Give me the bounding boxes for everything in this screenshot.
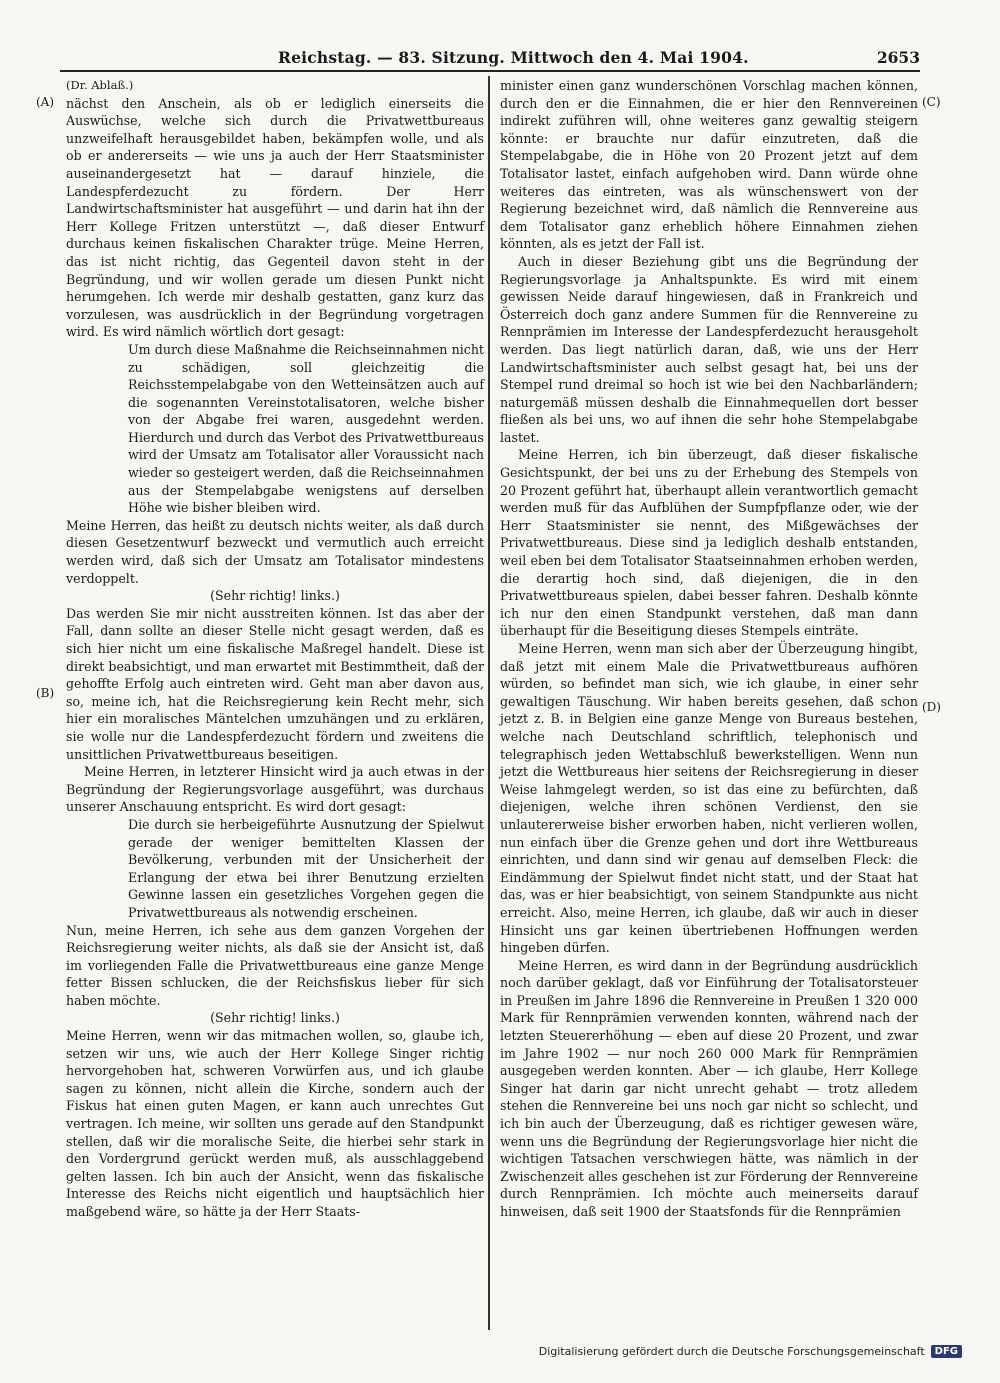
right-column (500, 77, 918, 1221)
running-header (60, 48, 920, 72)
footer-text: Digitalisierung gefördert durch die Deutsche Forschungsgemeinschaft (538, 1345, 925, 1358)
dfg-logo: DFG (931, 1345, 962, 1358)
column-divider (488, 76, 490, 1330)
block-quote: Die durch sie herbeigeführte Ausnutzung der Spielwut gerade der weniger bemittelten Klassen der Bevölkerung, verbunden mit der Unsicherheit der Erlangung der etwa bei ihrer Benutzung erzielten Gewinne lassen ein gesetzliches Vorgehen gegen die Privatwettbureaus als notwendig erscheinen. (128, 816, 484, 920)
interjection: (Sehr richtig! links.) (210, 1010, 340, 1026)
speaker-label: (Dr. Ablaß.) (66, 78, 134, 92)
header-title: Reichstag. — 83. Sitzung. Mittwoch den 4. Mai 1904. (278, 48, 749, 67)
paragraph: Meine Herren, wenn man sich aber der Überzeugung hingibt, daß jetzt mit einem Male die Privatwettbureaus aufhören würden, so befindet man sich, wie ich glaube, in einer sehr gewaltigen Täuschung. Wir haben bereits gesehen, daß schon jetzt z. B. in Belgien eine ganze Menge von Bureaus bestehen, welche nach Deutschland schriftlich, telephonisch und telegraphisch jeden Wettabschluß bewerkstelligen. Wenn nun jetzt die Wettbureaus hier seitens der Reichsregierung in dieser Weise lahmgelegt werden, so ist das eine zu befürchten, daß diejenigen, welche ihren schönen Verdienst, den sie unlautererweise bisher erworben haben, nicht verlieren wollen, nun einfach über die Grenze gehen und dort ihre Wettbureaus einrichten, und dann sind wir genau auf demselben Fleck: die Eindämmung der Spielwut findet nicht statt, und der Staat hat das, was er hier beabsichtigt, von seinem Standpunkte aus nicht erreicht. Also, meine Herren, ich glaube, daß wir auch in dieser Hinsicht uns gar keinen übertriebenen Hoffnungen werden hingeben dürfen. (500, 641, 918, 956)
margin-marker-b: (B) (36, 686, 55, 700)
paragraph: Nun, meine Herren, ich sehe aus dem ganzen Vorgehen der Reichsregierung weiter nichts, als daß sie der Ansicht ist, daß im vorliegenden Falle die Privatwettbureaus eine ganze Menge fetter Bissen schlucken, die der Reichsfiskus lieber für sich haben möchte. (66, 922, 484, 1008)
header-rule (60, 70, 920, 72)
paragraph: Das werden Sie mir nicht ausstreiten können. Ist das aber der Fall, dann sollte an dieser Stelle nicht gesagt werden, daß es sich hier nicht um eine fiskalische Maßregel handelt. Diese ist direkt beabsichtigt, und man erwartet mit Bestimmtheit, daß der gehoffte Erfolg auch eintreten wird. Geht man aber davon aus, so, meine ich, hat die Reichsregierung kein Recht mehr, sich hier ein moralisches Mäntelchen umzuhängen und zu erklären, sie wolle nur die Landespferdezucht fördern und zweitens die unsittlichen Privatwettbureaus beseitigen. (66, 605, 484, 762)
paragraph: Auch in dieser Beziehung gibt uns die Begründung der Regierungsvorlage ja Anhaltspunkte. Es wird mit einem gewissen Neide darauf hingewiesen, daß in Frankreich und Österreich doch ganz andere Summen für die Rennvereine zu Rennprämien im Interesse der Landespferdezucht herausgeholt werden. Das liegt natürlich daran, daß, wie uns der Herr Landwirtschaftsminister auch selbst gesagt hat, bei uns der Stempel rund dreimal so hoch ist wie bei den Nachbarländern; naturgemäß müssen deshalb die Einnahmequellen dort besser fließen als bei uns, wo auf ihnen die sehr hohe Stempelabgabe lastet. (500, 253, 918, 445)
paragraph: Meine Herren, das heißt zu deutsch nichts weiter, als daß durch diesen Gesetzentwurf bezweckt und vermutlich auch erreicht werden wird, daß sich der Umsatz am Totalisator mindestens verdoppelt. (66, 517, 484, 586)
paragraph: Meine Herren, in letzterer Hinsicht wird ja auch etwas in der Begründung der Regierungsvorlage ausgeführt, was durchaus unserer Anschauung entspricht. Es wird dort gesagt: (66, 764, 484, 815)
page-number: 2653 (876, 48, 920, 67)
interjection: (Sehr richtig! links.) (210, 588, 340, 604)
block-quote: Um durch diese Maßnahme die Reichseinnahmen nicht zu schädigen, soll gleichzeitig die Reichsstempelabgabe von den Wetteinsätzen auch auf die sogenannten Vereinstotalisatoren, welche bisher von der Abgabe frei waren, ausgedehnt werden. Hierdurch und durch das Verbot des Privatwettbureaus wird der Umsatz am Totalisator aller Voraussicht nach wieder so gesteigert werden, daß die Reichseinnahmen aus der Stempelabgabe wenigstens auf derselben Höhe wie bisher bleiben wird. (128, 341, 484, 516)
paragraph: Meine Herren, wenn wir das mitmachen wollen, so, glaube ich, setzen wir uns, wie auch der Herr Kollege Singer richtig hervorgehoben hat, schweren Vorwürfen aus, und ich glaube sagen zu können, nicht allein die Kirche, sondern auch der Fiskus hat einen guten Magen, er kann auch unrechtes Gut vertragen. Ich meine, wir sollten uns gerade auf den Standpunkt stellen, daß wir die moralische Seite, die hierbei sehr stark in den Vordergrund gerückt werden muß, als ausschlaggebend gelten lassen. Ich bin auch der Ansicht, wenn das fiskalische Interesse des Reichs nicht eigentlich und hauptsächlich hier maßgebend wäre, so hätte ja der Herr Staats- (66, 1028, 484, 1219)
paragraph: minister einen ganz wunderschönen Vorschlag machen können, durch den er die Einnahmen, die er hier den Rennvereinen indirekt zuführen will, ohne weiteres ganz gewaltig steigern könnte: er brauchte nur dafür einzutreten, daß die Stempelabgabe, die in Höhe von 20 Prozent jetzt auf dem Totalisator lastet, einfach aufgehoben wird. Dann würde ohne weiteres das eintreten, was als wünschenswert von der Regierung bezeichnet wird, daß nämlich die Rennvereine aus dem Totalisator ganz erheblich höhere Einnahmen ziehen könnten, als es jetzt der Fall ist. (500, 78, 918, 252)
margin-marker-d: (D) (922, 700, 941, 714)
left-column (66, 77, 484, 1221)
footer-credit (539, 1345, 962, 1358)
margin-marker-a: (A) (36, 95, 55, 109)
margin-marker-c: (C) (922, 95, 941, 109)
paragraph: Meine Herren, ich bin überzeugt, daß dieser fiskalische Gesichtspunkt, der bei uns zu der Erhebung des Stempels von 20 Prozent geführt hat, überhaupt allein verantwortlich gemacht werden muß für das Aufblühen der Sumpfpflanze oder, wie der Herr Staatsminister sie nennt, des Mißgewächses der Privatwettbureaus. Diese sind ja lediglich deshalb entstanden, weil eben bei dem Totalisator Staatseinnahmen erhoben werden, die derartig hoch sind, daß diejenigen, die in den Privatwettbureaus spielen, dabei besser fahren. Deshalb könnte ich nur den einen Standpunkt verstehen, daß man dann überhaupt für die Beseitigung dieses Stempels einträte. (500, 447, 918, 639)
paragraph: nächst den Anschein, als ob er lediglich einerseits die Auswüchse, welche sich durch die Privatwettbureaus unzweifelhaft herausgebildet haben, bekämpfen wolle, und als ob er andererseits — wie uns ja auch der Herr Staatsminister auseinandergesetzt hat — darauf hinziele, die Landespferdezucht zu fördern. Der Herr Landwirtschaftsminister hat ausgeführt — und darin hat ihn der Herr Kollege Fritzen unterstützt —, daß dieser Entwurf durchaus keinen fiskalischen Charakter trüge. Meine Herren, das ist nicht richtig, das Gegenteil davon steht in der Begründung, und wir wollen gerade um diesen Punkt nicht herumgehen. Ich werde mir deshalb gestatten, ganz kurz das vorzulesen, was ausdrücklich in der Begründung vorgetragen wird. Es wird nämlich wörtlich dort gesagt: (66, 95, 484, 340)
paragraph: Meine Herren, es wird dann in der Begründung ausdrücklich noch darüber geklagt, daß vor Einführung der Totalisatorsteuer in Preußen im Jahre 1896 die Rennvereine in Preußen 1 320 000 Mark für Rennprämien verwenden konnten, während nach der letzten Steuererhöhung — eben auf diese 20 Prozent, und zwar im Jahre 1902 — nur noch 260 000 Mark für Rennprämien ausgegeben werden konnten. Aber — ich glaube, Herr Kollege Singer hat darin gar nicht unrecht gehabt — trotz alledem stehen die Rennvereine bei uns noch gar nicht so schlecht, und ich bin auch der Überzeugung, daß es richtiger gewesen wäre, wenn uns die Begründung der Regierungsvorlage hier nicht die wichtigen Tatsachen verschwiegen hätte, was nämlich in der Zwischenzeit alles geschehen ist zur Förderung der Rennvereine durch Rennprämien. Ich möchte auch meinerseits darauf hinweisen, daß seit 1900 der Staatsfonds für die Rennprämien (500, 957, 918, 1219)
